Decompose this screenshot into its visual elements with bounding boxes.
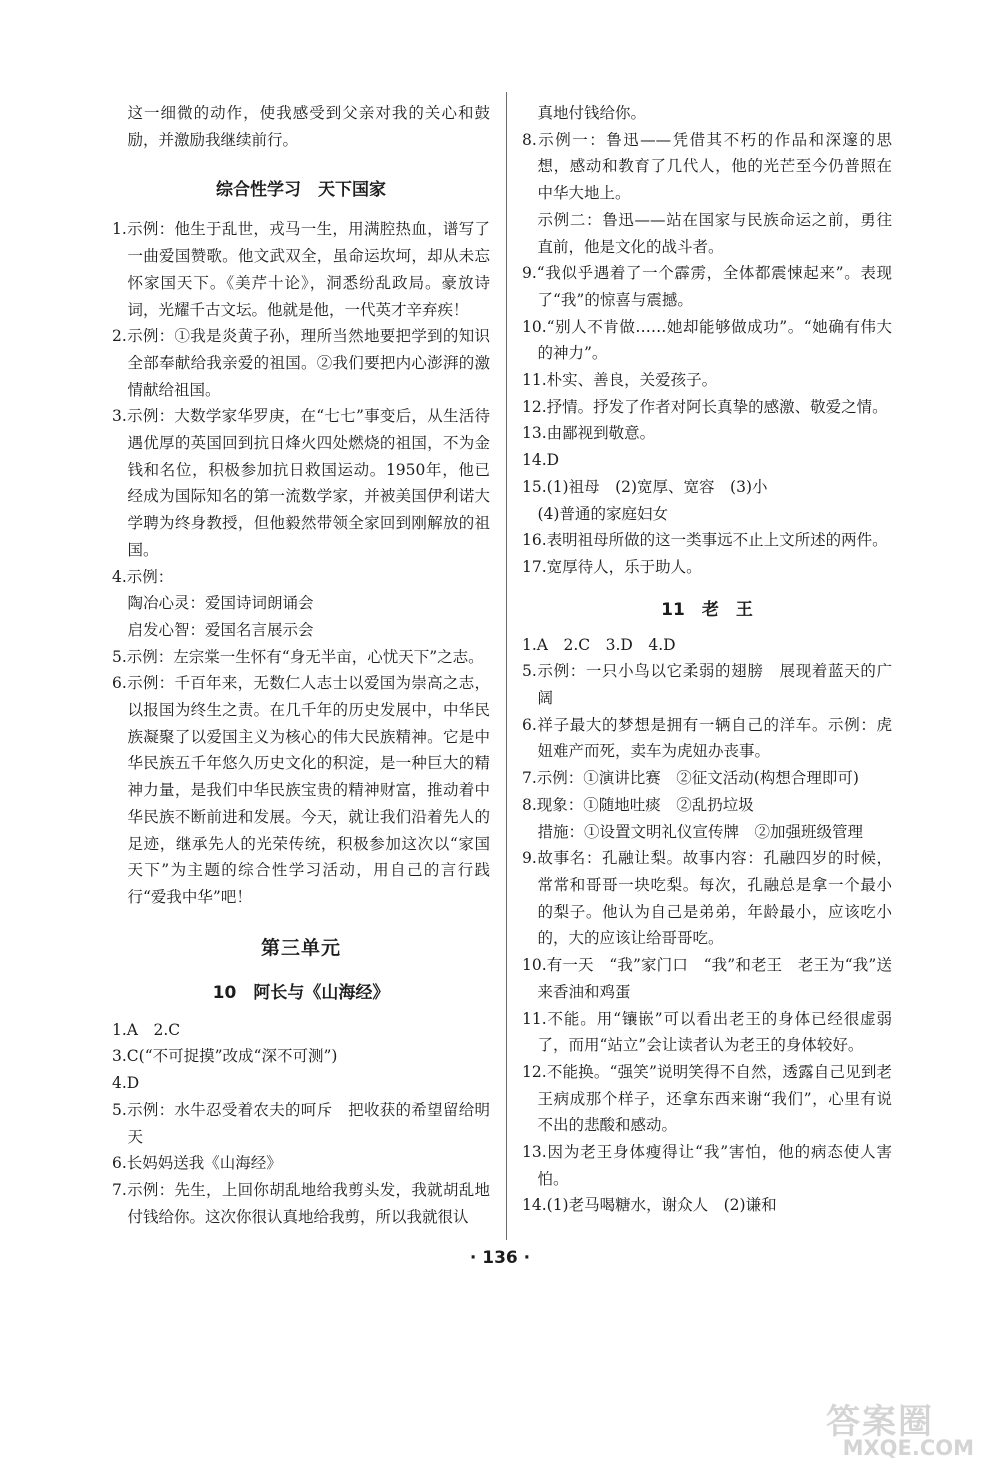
answer-paragraph: 6.示例：千百年来，无数仁人志士以爱国为崇高之志，以报国为终生之责。在几千年的历史发展中，中华民族凝聚了以爱国主义为核心的伟大民族精神。它是中华民族五千年悠久历史文化的积淀，是一种巨大的精神力量，是我们中华民族宝贵的精神财富，推动着中华民族不断前进和发展。今天，就让我们沿着先人的足迹，继承先人的光荣传统，积极参加这次以“家国天下”为主题的综合性学习活动，用自己的言行践行“爱我中华”吧！ [112, 674, 490, 906]
answer-paragraph: (4)普通的家庭妇女 [537, 504, 668, 523]
answer-paragraph: 4.示例： [112, 567, 174, 586]
answer-paragraph: 12.抒情。抒发了作者对阿长真挚的感激、敬爱之情。 [522, 397, 888, 416]
answer-paragraph: 1.A 2.C 3.D 4.D [522, 635, 676, 654]
answer-paragraph: 8.示例一：鲁迅——凭借其不朽的作品和深邃的思想，感动和教育了几代人，他的光芒至今仍普照在中华大地上。 [522, 130, 892, 203]
answer-paragraph: 3.C(“不可捉摸”改成“深不可测”) [112, 1047, 338, 1066]
answer-paragraph: 1.A 2.C [112, 1020, 181, 1039]
answer-paragraph: 5.示例：水牛忍受着农夫的呵斥 把收获的希望留给明天 [112, 1100, 490, 1146]
page-number: · 136 · [469, 1248, 531, 1268]
answer-paragraph: 2.示例：①我是炎黄子孙，理所当然地要把学到的知识全部奉献给我亲爱的祖国。②我们要把内心澎湃的激情献给祖国。 [112, 327, 490, 399]
answer-paragraph: 13.由鄙视到敬意。 [522, 424, 656, 443]
section-heading: 第三单元 [260, 936, 341, 959]
watermark-icon-text: 答案圈 [826, 1402, 934, 1442]
answer-paragraph: 17.宽厚待人，乐于助人。 [522, 557, 702, 576]
left-column [112, 100, 490, 1230]
answer-paragraph: 4.D [112, 1074, 140, 1093]
answer-paragraph: 11.不能。用“镶嵌”可以看出老王的身体已经很虚弱了，而用“站立”会让读者认为老王的身体较好。 [522, 1009, 892, 1055]
answer-paragraph: 9.“我似乎遇着了一个霹雳，全体都震悚起来”。表现了“我”的惊喜与震撼。 [522, 264, 892, 309]
answer-paragraph: 14.D [522, 451, 560, 470]
answer-paragraph: 6.祥子最大的梦想是拥有一辆自己的洋车。示例：虎妞难产而死，卖车为虎妞办丧事。 [522, 715, 892, 761]
answer-paragraph: 5.示例：左宗棠一生怀有“身无半亩，心忧天下”之志。 [112, 647, 484, 666]
answer-paragraph: 1.示例：他生于乱世，戎马一生，用满腔热血，谱写了一曲爱国赞歌。他文武双全，虽命运坎坷，却从未忘怀家国天下。《美芹十论》，洞悉纷乱政局。豪放诗词，光耀千古文坛。他就是他，一代英才辛弃疾！ [112, 220, 490, 319]
answer-paragraph: 8.现象：①随地吐痰 ②乱扔垃圾 [522, 795, 754, 814]
section-heading: 综合性学习 天下国家 [216, 180, 386, 201]
answer-paragraph: 措施：①设置文明礼仪宣传牌 ②加强班级管理 [537, 822, 864, 841]
watermark-site: MXQE.COM [842, 1436, 974, 1460]
answer-paragraph: 3.示例：大数学家华罗庚，在“七七”事变后，从生活待遇优厚的英国回到抗日烽火四处燃烧的祖国，不为金钱和名位，积极参加抗日救国运动。1950年，他已经成为国际知名的第一流数学家，并被美国伊利诺大学聘为终身教授，但他毅然带领全家回到刚解放的祖国。 [112, 407, 490, 559]
column-divider [506, 92, 507, 1240]
answer-paragraph: 陶冶心灵：爱国诗词朗诵会 [127, 594, 314, 613]
answer-paragraph: 示例二：鲁迅——站在国家与民族命运之前，勇往直前，他是文化的战斗者。 [537, 210, 892, 256]
answer-paragraph: 启发心智：爱国名言展示会 [127, 620, 314, 639]
answer-paragraph: 这一细微的动作，使我感受到父亲对我的关心和鼓励，并激励我继续前行。 [127, 104, 490, 149]
answer-paragraph: 7.示例：先生，上回你胡乱地给我剪头发，我就胡乱地付钱给你。这次你很认真地给我剪，所以我就很认 [112, 1180, 490, 1226]
answer-paragraph: 9.故事名：孔融让梨。故事内容：孔融四岁的时候，常常和哥哥一块吃梨。每次，孔融总是拿一个最小的梨子。他认为自己是弟弟，年龄最小，应该吃小的，大的应该让给哥哥吃。 [522, 849, 892, 948]
answer-paragraph: 6.长妈妈送我《山海经》 [112, 1154, 282, 1173]
answer-paragraph: 14.(1)老马喝糖水，谢众人 (2)谦和 [522, 1196, 777, 1215]
answer-paragraph: 7.示例：①演讲比赛 ②征文活动(构想合理即可) [522, 769, 859, 788]
answer-paragraph: 16.表明祖母所做的这一类事远不止上文所述的两件。 [522, 531, 888, 550]
answer-paragraph: 13.因为老王身体瘦得让“我”害怕，他的病态使人害怕。 [522, 1143, 892, 1188]
watermark-logo [820, 1394, 978, 1464]
answer-paragraph: 真地付钱给你。 [537, 104, 647, 122]
answer-paragraph: 15.(1)祖母 (2)宽厚、宽容 (3)小 [522, 477, 768, 496]
answer-paragraph: 12.不能换。“强笑”说明笑得不自然，透露自己见到老王病成那个样子，还拿东西来谢“我们”，心里有说不出的悲酸和感动。 [522, 1062, 892, 1135]
answer-paragraph: 11.朴实、善良，关爱孩子。 [522, 371, 718, 390]
section-heading: 10 阿长与《山海经》 [212, 982, 390, 1003]
answer-paragraph: 10.有一天 “我”家门口 “我”和老王 老王为“我”送来香油和鸡蛋 [522, 956, 892, 1001]
section-heading: 11 老 王 [661, 599, 753, 620]
answer-paragraph: 10.“别人不肯做……她却能够做成功”。“她确有伟大的神力”。 [522, 317, 892, 363]
right-column [522, 100, 892, 1219]
answer-paragraph: 5.示例：一只小鸟以它柔弱的翅膀 展现着蓝天的广阔 [522, 662, 892, 708]
